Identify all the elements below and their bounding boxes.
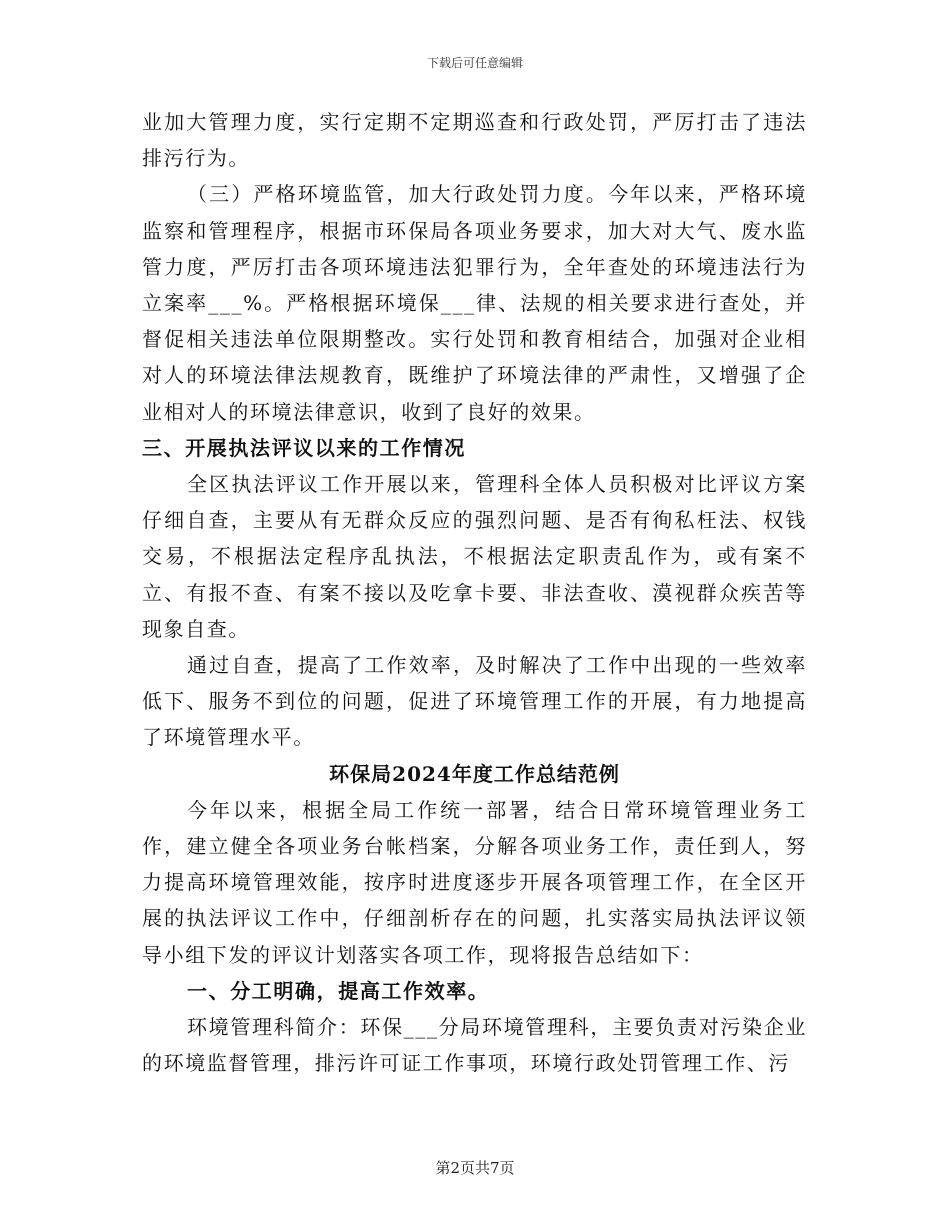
section-heading: 三、开展执法评议以来的工作情况 [142, 435, 466, 460]
paragraph: 业加大管理力度，实行定期不定期巡查和行政处罚，严厉打击了违法排污行为。 [142, 110, 807, 171]
document-title: 环保局2024年度工作总结范例 [329, 761, 620, 786]
section-heading: 一、分工明确，提高工作效率。 [187, 978, 490, 1003]
paragraph: 通过自查，提高了工作效率，及时解决了工作中出现的一些效率低下、服务不到位的问题，促进了环境管理工作的开展，有力地提高了环境管理水平。 [142, 653, 807, 750]
paragraph: 今年以来，根据全局工作统一部署，结合日常环境管理业务工作，建立健全各项业务台帐档案，分解各项业务工作，责任到人，努力提高环境管理效能，按序时进度逐步开展各项管理工作，在全区开展的执法评议工作中，仔细剖析存在的问题，扎实落实局执法评议领导小组下发的评议计划落实各项工作，现将报告总结如下： [142, 797, 807, 967]
paragraph: （三）严格环境监管，加大行政处罚力度。今年以来，严格环境监察和管理程序，根据市环保局各项业务要求，加大对大气、废水监管力度，严厉打击各项环境违法犯罪行为，全年查处的环境违法行为立案率___%。严格根据环境保___律、法规的相关要求进行查处，并督促相关违法单位限期整改。实行处罚和教育相结合，加强对企业相对人的环境法律法规教育，既维护了环境法律的严肃性，又增强了企业相对人的环境法律意识，收到了良好的效果。 [142, 182, 807, 424]
page-footer: 第2页共7页 [435, 1159, 515, 1177]
document-body [142, 104, 807, 1081]
paragraph: 全区执法评议工作开展以来，管理科全体人员积极对比评议方案仔细自查，主要从有无群众反应的强烈问题、是否有徇私枉法、权钱交易，不根据法定程序乱执法，不根据法定职责乱作为，或有案不立、有报不查、有案不接以及吃拿卡要、非法查收、漠视群众疾苦等现象自查。 [142, 472, 807, 641]
paragraph: 环境管理科简介：环保___分局环境管理科，主要负责对污染企业的环境监督管理，排污许可证工作事项，环境行政处罚管理工作、污 [142, 1015, 807, 1076]
page-header: 下载后可任意编辑 [426, 56, 523, 70]
